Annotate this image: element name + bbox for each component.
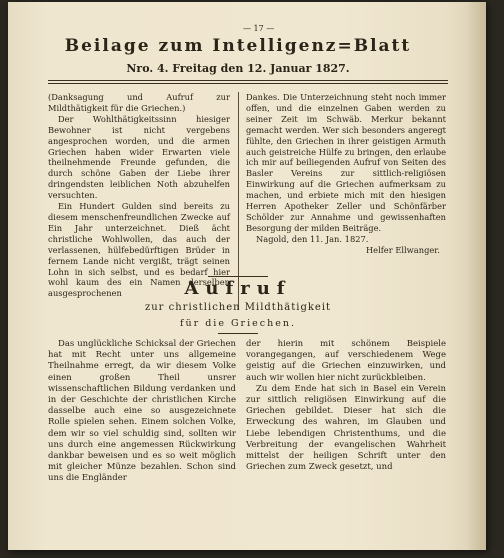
article-paragraph: Der Wohlthätigkeitssinn hiesiger Bewohner ist nicht vergebens angesprochen worden, und die armen Griechen haben wider Erwarten viele theilnehmende Freunde gefunden, die durch schöne Gaben der Liebe ihrer dringendsten leiblichen Noth abzuhelfen versuchten.: [48, 113, 230, 201]
article-heading: (Danksagung und Aufruf zur Mildthätigkeit für die Griechen.): [48, 92, 230, 113]
article-left-column: [48, 92, 230, 299]
issue-dateline: Nro. 4. Freitag den 12. Januar 1827.: [126, 62, 350, 75]
appeal-heading: Aufruf: [184, 278, 292, 299]
article-paragraph: Dankes. Die Unterzeichnung steht noch immer offen, und die einzelnen Gaben werden zu seiner Zeit im Schwäb. Merkur bekannt gemacht werden. Wer sich besonders angeregt fühlte, den Griechen in ihrer geistigen Armuth auch geistreiche Hülfe zu bringen, den erlaube ich mir auf beiliegenden Aufruf von Seiten des Basler Vereins zur sittlich-religiösen Einwirkung auf die Griechen aufmerksam zu machen, und erbiete mich mit den hiesigen Herren Apotheker Zeller und Schönfärber Schölder zur Annahme und gewissenhaften Besorgung der milden Beiträge.: [246, 92, 446, 233]
place-date: Nagold, den 11. Jan. 1827.: [256, 233, 369, 244]
appeal-rule: [218, 333, 258, 334]
appeal-subheading: zur christlichen Mildthätigkeit: [144, 302, 332, 313]
appeal-paragraph: der hierin mit schönem Beispiele vorangegangen, auf verschiedenem Wege geistig auf die Griechen einzuwirken, und auch wir wollen hier nicht zurückbleiben.: [246, 339, 446, 383]
masthead-rule-2: [48, 83, 448, 84]
page-edge: [468, 2, 486, 550]
appeal-paragraph: Zu dem Ende hat sich in Basel ein Verein zur sittlich religiösen Einwirkung auf die Griechen gebildet. Dieser hat sich die Erweckung des wahren, im Glauben und Liebe lebendigen Christenthums, und die Verbreitung der evangelischen Wahrheit mittelst der heiligen Schrift unter den Griechen zum Zweck gesetzt, und: [246, 383, 446, 473]
appeal-left-column: [48, 339, 236, 541]
appeal-right-column: [246, 339, 446, 541]
article-paragraph: Ein Hundert Gulden sind bereits zu diesem menschenfreundlichen Zwecke auf Ein Jahr unterzeichnet. Dieß ächt christliche Wohlwollen, das auch der verlassenen, hülfebedürftigen Brüder in fernem Lande nicht vergißt, trägt seinen Lohn in sich selbst, und es bedarf hier wohl kaum des ein Namen derselben ausgesprochenen: [48, 201, 230, 299]
signature: Helfer Ellwanger.: [365, 244, 440, 255]
masthead-rule-1: [48, 80, 448, 81]
page-number: — 17 —: [243, 24, 275, 33]
appeal-paragraph: Das unglückliche Schicksal der Griechen hat mit Recht unter uns allgemeine Theilnahme erregt, da wir diesem Volke einen großen Theil unsrer wissenschaftlichen Bildung verdanken und in der Geschichte der christlichen Kirche dasselbe auch eine so ausgezeichnete Rolle spielen sehen. Einem solchen Volke, dem wir so viel schuldig sind, sollten wir uns durch eine angemessen Rückwirkung dankbar beweisen und es so weit möglich mit gleicher Münze bezahlen. Schon sind uns die Engländer: [48, 339, 236, 484]
masthead-title: Beilage zum Intelligenz=Blatt: [64, 36, 412, 56]
section-rule: [208, 276, 268, 277]
article-right-column: [246, 92, 446, 276]
appeal-subheading-2: für die Griechen.: [180, 318, 296, 329]
newspaper-page: [8, 2, 486, 550]
